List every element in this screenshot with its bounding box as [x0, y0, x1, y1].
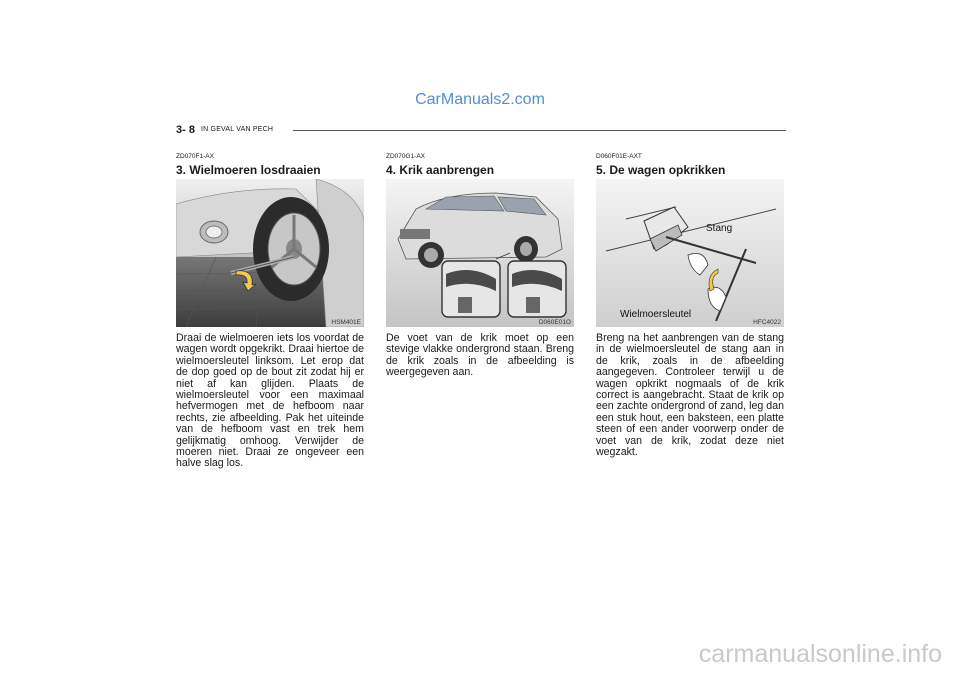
section-wheel-nuts	[176, 153, 364, 470]
jack-points-illustration	[386, 179, 574, 327]
section-body: Draai de wielmoeren iets los voordat de wagen wordt opgekrikt. Draai hiertoe de wielmoersleutel linksom. Let erop dat de dop goed op de bout zit zodat hij er niet af kan glijden. Plaats de wielmoersleutel voor een maximaal hefvermogen met de hefboom naar rechts, zie afbeelding. Pak het uiteinde van de hefboom vast en trek hem gelijkmatig omhoog. Verwijder de moeren niet. Draai ze ongeveer een halve slag los.	[176, 332, 364, 470]
section-code: ZD070F1-AX	[176, 153, 214, 160]
section-name: IN GEVAL VAN PECH	[201, 126, 274, 133]
label-wrench: Wielmoersleutel	[620, 309, 692, 320]
page-number: 3- 8	[176, 124, 195, 136]
figure-jack-placement	[386, 179, 574, 327]
wheel-illustration	[176, 179, 364, 327]
section-title: 3. Wielmoeren losdraaien	[176, 163, 321, 177]
header-rule	[293, 130, 786, 131]
section-body: De voet van de krik moet op een stevige vlakke ondergrond staan. Breng de krik zoals in de afbeelding is weergegeven aan.	[386, 332, 574, 379]
watermark-bottom: carmanualsonline.info	[698, 640, 942, 668]
figure-code: HFC4022	[753, 319, 781, 326]
figure-code: HSM401E	[331, 319, 361, 326]
watermark-top: CarManuals2.com	[415, 91, 545, 108]
figure-code: D060E01O	[538, 319, 571, 326]
section-code: ZD070G1-AX	[386, 153, 426, 160]
figure-wheel-nuts	[176, 179, 364, 327]
figure-raise-vehicle	[596, 179, 784, 327]
section-title: 4. Krik aanbrengen	[386, 163, 495, 177]
page-header	[176, 124, 786, 138]
section-code: D060F01E-AXT	[596, 153, 642, 160]
jack-handle-illustration	[596, 179, 784, 327]
section-body: Breng na het aanbrengen van de stang in de wielmoersleutel de stang aan in de krik, zoals in de afbeelding aangegeven. Controleer terwijl u de wagen opkrikt nogmaals of de krik correct is aangebracht. Staat de krik op een zachte ondergrond of zand, leg dan een stuk hout, een baksteen, een platte steen of een ander voorwerp onder de voet van de krik, zodat deze niet wegzakt.	[596, 332, 784, 459]
label-bar: Stang	[706, 223, 733, 234]
rotate-arrow-icon	[704, 267, 720, 293]
section-title: 5. De wagen opkrikken	[596, 163, 726, 177]
rotate-arrow-icon	[232, 265, 258, 291]
section-jack-placement	[386, 153, 574, 379]
section-raise-vehicle	[596, 153, 784, 458]
